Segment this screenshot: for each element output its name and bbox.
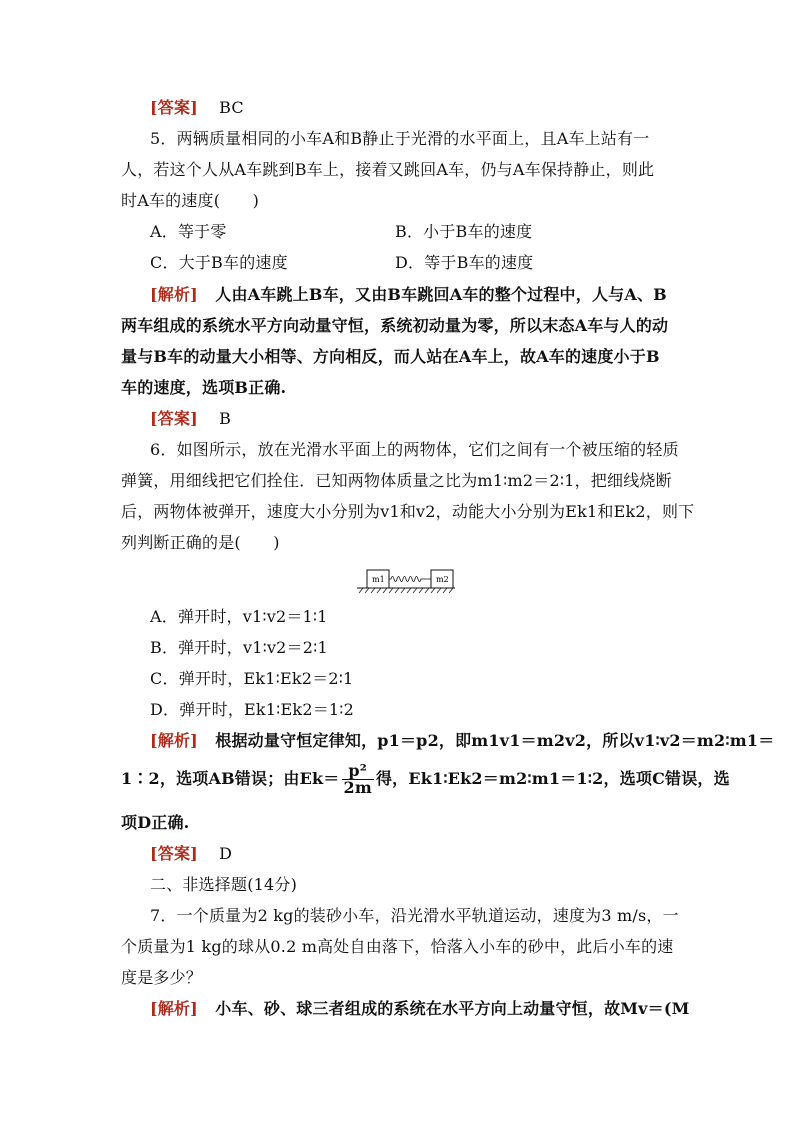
answer-q4 <box>150 98 710 118</box>
q6-line-1: 6．如图所示，放在光滑水平面上的两物体，它们之间有一个被压缩的轻质 <box>150 440 679 459</box>
block-m2-label: m2 <box>436 575 449 584</box>
q6-option-a: A．弹开时，v1∶v2＝1∶1 <box>150 607 328 626</box>
q7-line-3: 度是多少？ <box>121 968 203 987</box>
q6-option-c: C．弹开时，Ek1∶Ek2＝2∶1 <box>150 669 354 688</box>
q5-option-c: C．大于B车的速度 <box>150 253 288 272</box>
block-m1-label: m1 <box>372 575 385 584</box>
q6-line-2: 弹簧，用细线把它们拴住．已知两物体质量之比为m1∶m2＝2∶1，把细线烧断 <box>121 471 672 490</box>
answer-label: [答案] <box>150 844 198 863</box>
analysis6-line-3: 项D正确. <box>121 813 190 832</box>
q6-option-d: D．弹开时，Ek1∶Ek2＝1∶2 <box>150 700 355 719</box>
spring-blocks-figure <box>355 566 457 594</box>
kinetic-energy-fraction <box>342 763 374 796</box>
q7-line-1: 7．一个质量为2 kg的装砂小车，沿光滑水平轨道运动，速度为3 m/s，一 <box>150 906 679 925</box>
analysis7-text-1: 小车、砂、球三者组成的系统在水平方向上动量守恒，故Mv＝(M <box>215 999 690 1018</box>
answer-label: [答案] <box>150 409 198 428</box>
section-title: 二、非选择题(14分) <box>150 875 298 894</box>
q5-option-b: B．小于B车的速度 <box>395 222 533 241</box>
analysis-label: [解析] <box>150 731 198 750</box>
analysis-label: [解析] <box>150 285 198 304</box>
analysis6-line-2 <box>121 761 730 797</box>
q6-line-4: 列判断正确的是( ) <box>121 533 280 552</box>
q5-line-3: 时A车的速度( ) <box>121 191 260 210</box>
fraction-denominator: 2m <box>343 778 372 797</box>
answer-label: [答案] <box>150 98 198 117</box>
q7-line-2: 个质量为1 kg的球从0.2 m高处自由落下，恰落入小车的砂中，此后小车的速 <box>121 937 674 956</box>
answer-value: D <box>219 844 233 863</box>
fraction-numerator: p² <box>342 763 374 780</box>
q5-option-a: A．等于零 <box>150 222 227 241</box>
answer-value: B <box>219 409 232 428</box>
analysis6-text-1: 根据动量守恒定律知，p1＝p2，即m1v1＝m2v2，所以v1∶v2＝m2∶m1＝ <box>215 731 775 750</box>
q5-options-cd <box>150 253 710 273</box>
q5-line-1: 5．两辆质量相同的小车A和B静止于光滑的水平面上，且A车上站有一 <box>150 129 650 148</box>
analysis5-line-2: 两车组成的系统水平方向动量守恒，系统初动量为零，所以末态A车与人的动 <box>121 316 669 335</box>
q6-line-3: 后，两物体被弹开，速度大小分别为v1和v2，动能大小分别为Ek1和Ek2，则下 <box>121 502 695 521</box>
answer-q6 <box>150 844 710 864</box>
analysis5-line-3: 量与B车的动量大小相等、方向相反，而人站在A车上，故A车的速度小于B <box>121 347 660 366</box>
ground-hatching <box>359 588 453 593</box>
spring <box>389 577 431 582</box>
analysis6-text-2a: 1∶2，选项AB错误；由Ek＝ <box>121 769 340 788</box>
answer-value: BC <box>219 98 244 117</box>
analysis-label: [解析] <box>150 999 198 1018</box>
q5-option-d: D．等于B车的速度 <box>395 253 534 272</box>
analysis5-line-4: 车的速度，选项B正确. <box>121 378 287 397</box>
analysis5-line-1 <box>150 285 710 305</box>
analysis6-text-2b: 得，Ek1∶Ek2＝m2∶m1＝1∶2，选项C错误，选 <box>375 769 730 788</box>
answer-q5 <box>150 409 710 429</box>
analysis5-text-1: 人由A车跳上B车，又由B车跳回A车的整个过程中，人与A、B <box>215 285 667 304</box>
q5-line-2: 人，若这个人从A车跳到B车上，接着又跳回A车，仍与A车保持静止，则此 <box>121 160 655 179</box>
q5-options-ab <box>150 222 710 242</box>
q6-option-b: B．弹开时，v1∶v2＝2∶1 <box>150 638 328 657</box>
analysis6-line-1 <box>150 731 775 751</box>
analysis7-line-1 <box>150 999 710 1019</box>
